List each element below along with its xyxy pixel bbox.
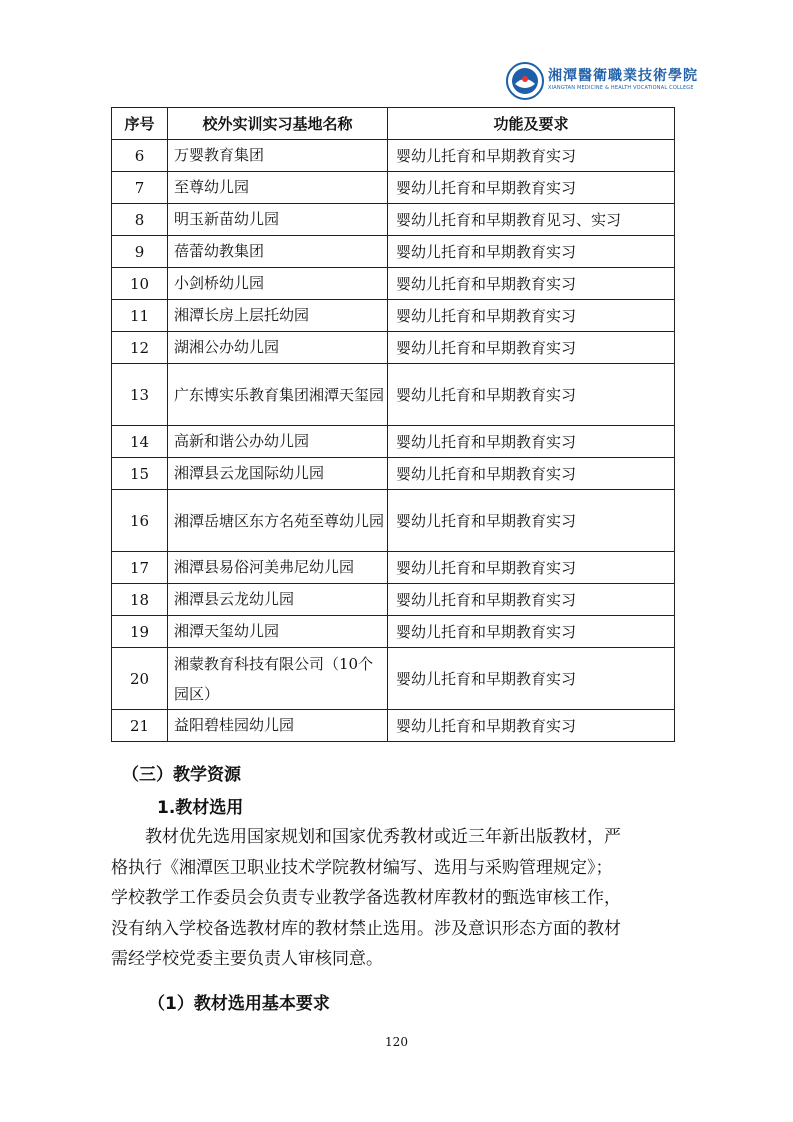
row-name: 湖湘公办幼儿园 [168, 332, 388, 364]
col-header-name: 校外实训实习基地名称 [168, 108, 388, 140]
row-name: 明玉新苗幼儿园 [168, 204, 388, 236]
row-name: 湘蒙教育科技有限公司（10个园区） [168, 648, 388, 710]
row-name: 湘潭县云龙国际幼儿园 [168, 458, 388, 490]
table-row [112, 300, 675, 332]
row-name: 益阳碧桂园幼儿园 [168, 710, 388, 742]
college-logo [506, 62, 698, 102]
table-row [112, 426, 675, 458]
row-func: 婴幼儿托育和早期教育实习 [388, 172, 675, 204]
training-base-table [111, 107, 675, 742]
row-name: 蓓蕾幼教集团 [168, 236, 388, 268]
section-heading: （三）教学资源 [122, 765, 241, 785]
table-row [112, 584, 675, 616]
row-func: 婴幼儿托育和早期教育实习 [388, 584, 675, 616]
row-no: 15 [112, 458, 168, 490]
row-no: 18 [112, 584, 168, 616]
row-func: 婴幼儿托育和早期教育实习 [388, 552, 675, 584]
row-name: 湘潭岳塘区东方名苑至尊幼儿园 [168, 490, 388, 552]
row-func: 婴幼儿托育和早期教育实习 [388, 140, 675, 172]
row-func: 婴幼儿托育和早期教育实习 [388, 332, 675, 364]
row-no: 14 [112, 426, 168, 458]
table-row [112, 710, 675, 742]
row-no: 16 [112, 490, 168, 552]
body-paragraph [111, 822, 671, 975]
row-func: 婴幼儿托育和早期教育实习 [388, 616, 675, 648]
row-no: 10 [112, 268, 168, 300]
row-func: 婴幼儿托育和早期教育见习、实习 [388, 204, 675, 236]
row-name: 湘潭天玺幼儿园 [168, 616, 388, 648]
row-func: 婴幼儿托育和早期教育实习 [388, 300, 675, 332]
table-row [112, 490, 675, 552]
row-no: 13 [112, 364, 168, 426]
row-no: 8 [112, 204, 168, 236]
logo-chinese-name: 湘潭醫衛職業技術學院 [548, 68, 698, 84]
row-func: 婴幼儿托育和早期教育实习 [388, 426, 675, 458]
row-no: 17 [112, 552, 168, 584]
table-row [112, 140, 675, 172]
table-row [112, 268, 675, 300]
row-name: 高新和谐公办幼儿园 [168, 426, 388, 458]
row-func: 婴幼儿托育和早期教育实习 [388, 490, 675, 552]
row-no: 19 [112, 616, 168, 648]
paragraph-line: 教材优先选用国家规划和国家优秀教材或近三年新出版教材，严 [145, 827, 621, 847]
row-no: 11 [112, 300, 168, 332]
row-no: 12 [112, 332, 168, 364]
table-header-row [112, 108, 675, 140]
row-func: 婴幼儿托育和早期教育实习 [388, 268, 675, 300]
table-row [112, 648, 675, 710]
row-no: 9 [112, 236, 168, 268]
row-no: 7 [112, 172, 168, 204]
row-name: 湘潭县易俗河美弗尼幼儿园 [168, 552, 388, 584]
subsection-heading: 1.教材选用 [157, 798, 244, 818]
paragraph-line: 没有纳入学校备选教材库的教材禁止选用。涉及意识形态方面的教材 [111, 918, 621, 939]
row-name: 小剑桥幼儿园 [168, 268, 388, 300]
paragraph-line: 学校教学工作委员会负责专业教学备选教材库教材的甄选审核工作， [111, 888, 621, 908]
row-no: 21 [112, 710, 168, 742]
row-func: 婴幼儿托育和早期教育实习 [388, 364, 675, 426]
table-row [112, 204, 675, 236]
table-row [112, 364, 675, 426]
paragraph-line: 格执行《湘潭医卫职业技术学院教材编写、选用与采购管理规定》； [111, 857, 613, 878]
col-header-no: 序号 [112, 108, 168, 140]
row-name: 广东博实乐教育集团湘潭天玺园 [168, 364, 388, 426]
table-row [112, 552, 675, 584]
row-func: 婴幼儿托育和早期教育实习 [388, 710, 675, 742]
paragraph-line: 需经学校党委主要负责人审核同意。 [111, 949, 383, 969]
row-func: 婴幼儿托育和早期教育实习 [388, 458, 675, 490]
table-row [112, 616, 675, 648]
row-name: 湘潭县云龙幼儿园 [168, 584, 388, 616]
row-name: 湘潭长房上层托幼园 [168, 300, 388, 332]
sub-subsection-heading: （1）教材选用基本要求 [148, 994, 330, 1014]
col-header-func: 功能及要求 [388, 108, 675, 140]
row-func: 婴幼儿托育和早期教育实习 [388, 236, 675, 268]
table-row [112, 458, 675, 490]
row-func: 婴幼儿托育和早期教育实习 [388, 648, 675, 710]
row-no: 20 [112, 648, 168, 710]
row-name: 万婴教育集团 [168, 140, 388, 172]
row-no: 6 [112, 140, 168, 172]
logo-english-name: XIANGTAN MEDICINE & HEALTH VOCATIONAL COLLEGE [548, 85, 694, 91]
table-row [112, 172, 675, 204]
page-number: 120 [385, 1035, 408, 1049]
row-name: 至尊幼儿园 [168, 172, 388, 204]
table-row [112, 332, 675, 364]
college-emblem-icon [506, 62, 544, 100]
table-row [112, 236, 675, 268]
